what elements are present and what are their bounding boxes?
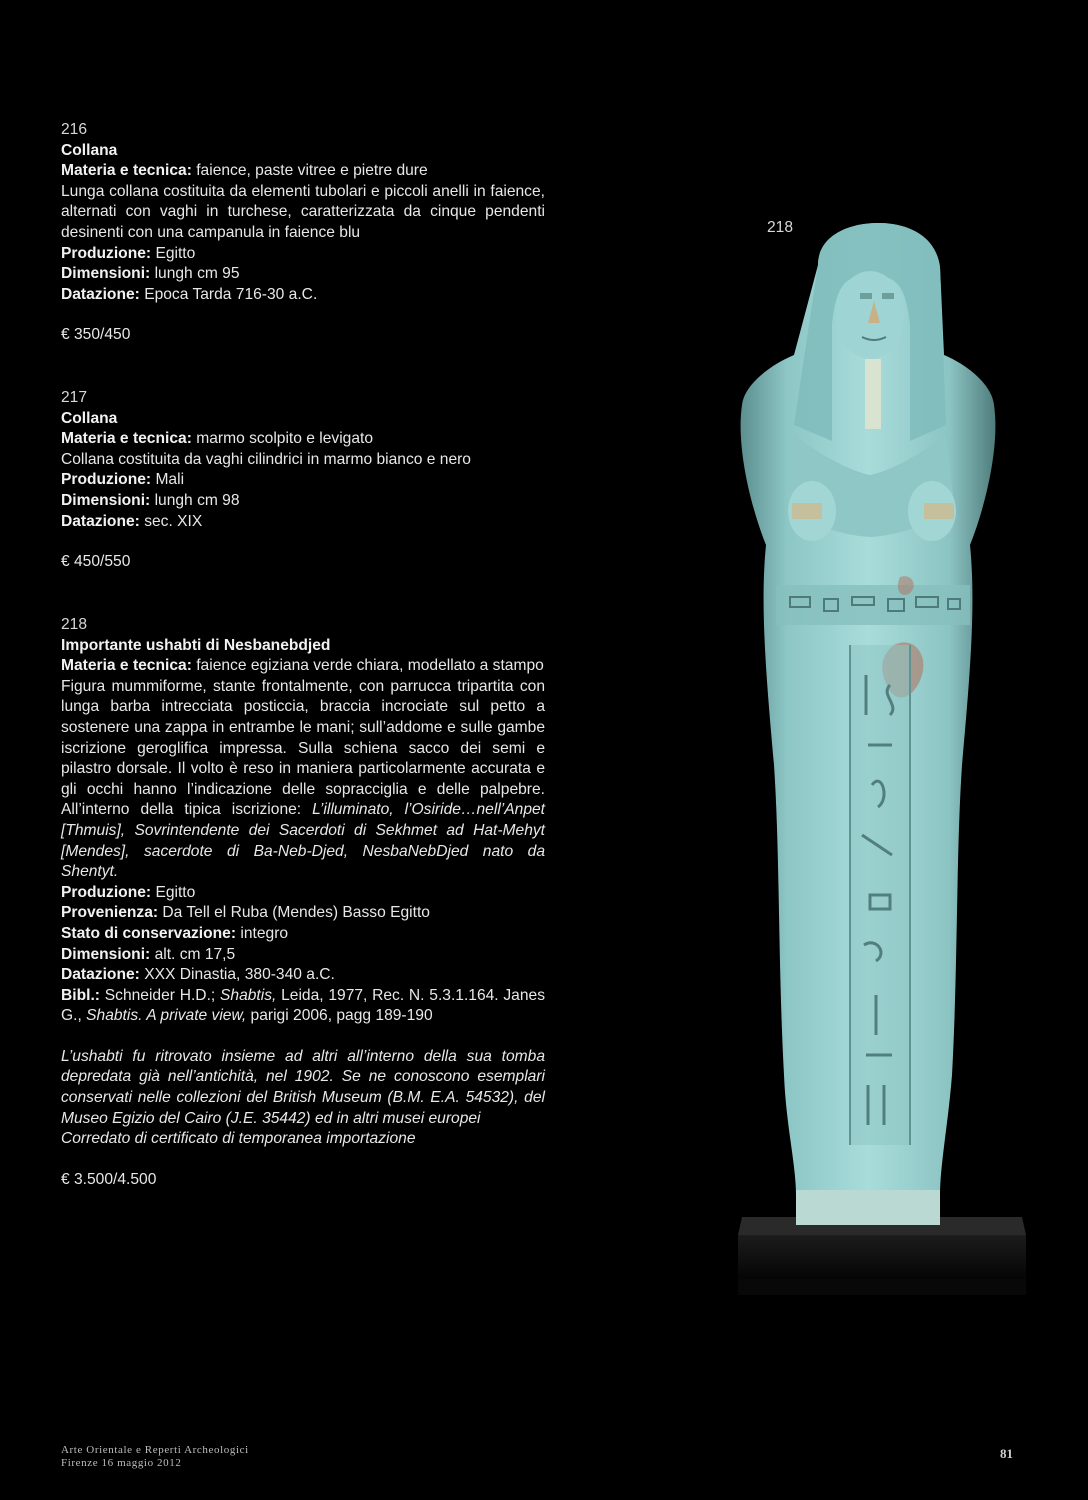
lot-estimate: € 3.500/4.500 bbox=[61, 1170, 157, 1188]
lot-note: L’ushabti fu ritrovato insieme ad altri all’interno della sua tomba depredata già nell’antichità, nel 1902. Se ne conoscono esemplari conservati nelle collezioni del British Museum (B.M. E.A. 54532), del Museo Egizio del Cairo (J.E. 35442) ed in altri musei europei bbox=[61, 1047, 545, 1127]
lot-dimensions: Dimensioni: alt. cm 17,5 bbox=[61, 945, 236, 963]
lot-description: Lunga collana costituita da elementi tubolari e piccoli anelli in faience, alternati con vaghi in turchese, caratterizzata da cinque pendenti desinenti con una campanula in faience blu bbox=[61, 182, 545, 241]
inscription-band bbox=[776, 585, 970, 625]
dimensions-value: alt. cm 17,5 bbox=[154, 945, 236, 963]
dating-value: sec. XIX bbox=[144, 512, 203, 530]
lot-dating: Datazione: sec. XIX bbox=[61, 512, 203, 530]
lot-dating: Datazione: XXX Dinastia, 380-340 a.C. bbox=[61, 966, 335, 984]
ushabti-feet bbox=[796, 1190, 940, 1225]
condition-label: Stato di conservazione bbox=[61, 924, 231, 942]
ushabti-figure-image bbox=[700, 205, 1060, 1295]
dating-label: Datazione bbox=[61, 966, 135, 984]
lot-216 bbox=[61, 120, 545, 346]
lot-provenance: Provenienza: Da Tell el Ruba (Mendes) Basso Egitto bbox=[61, 904, 430, 922]
lot-title: Collana bbox=[61, 409, 118, 427]
display-base bbox=[738, 1217, 1026, 1295]
dimensions-value: lungh cm 95 bbox=[154, 265, 240, 283]
production-label: Produzione bbox=[61, 471, 146, 489]
lot-description: Collana costituita da vaghi cilindrici in marmo bianco e nero bbox=[61, 450, 471, 468]
lot-material: Materia e tecnica: marmo scolpito e levigato bbox=[61, 430, 374, 448]
dimensions-value: lungh cm 98 bbox=[154, 491, 240, 509]
lot-dimensions: Dimensioni: lungh cm 98 bbox=[61, 491, 240, 509]
lot-certificate: Corredato di certificato di temporanea importazione bbox=[61, 1130, 416, 1148]
dating-label: Datazione bbox=[61, 285, 135, 303]
catalogue-date: Firenze 16 maggio 2012 bbox=[61, 1457, 182, 1469]
lot-217 bbox=[61, 388, 545, 573]
lot-number: 217 bbox=[61, 389, 88, 406]
dating-label: Datazione bbox=[61, 512, 135, 530]
production-label: Produzione bbox=[61, 244, 146, 262]
catalogue-title: Arte Orientale e Reperti Archeologici bbox=[61, 1444, 249, 1456]
material-value: marmo scolpito e levigato bbox=[196, 430, 374, 448]
condition-value: integro bbox=[240, 924, 289, 942]
lot-218 bbox=[61, 615, 545, 1190]
production-value: Egitto bbox=[155, 244, 196, 262]
bibl-author-2: Leida, 1977, Rec. N. 5.3.1.164. Janes G., bbox=[61, 986, 545, 1025]
provenance-label: Provenienza bbox=[61, 904, 153, 922]
catalogue-footer bbox=[61, 1444, 249, 1470]
lot-title: Importante ushabti di Nesbanebdjed bbox=[61, 636, 331, 654]
description-text: Figura mummiforme, stante frontalmente, con parrucca tripartita con lunga barba intrecciata posticcia, braccia incrociate sul petto a sostenere una zappa in entrambe le mani; sull’addome e sulle gambe iscrizione geroglifica impressa. Sulla schiena sacco dei semi e pilastro dorsale. Il volto è reso in maniera particolarmente accurata e gli occhi hanno l’indicazione delle sopracciglia e delle palpebre. All’interno della tipica iscrizione: bbox=[61, 677, 545, 819]
material-label: Materia e tecnica bbox=[61, 162, 187, 180]
material-label: Materia e tecnica bbox=[61, 657, 187, 675]
production-value: Egitto bbox=[155, 883, 196, 901]
photo-lot-number: 218 bbox=[767, 219, 794, 236]
inscription-column bbox=[850, 645, 910, 1145]
lot-production: Produzione: Mali bbox=[61, 471, 185, 489]
lot-number: 218 bbox=[61, 616, 88, 633]
lot-material: Materia e tecnica: faience, paste vitree e pietre dure bbox=[61, 162, 428, 180]
lot-material: Materia e tecnica: faience egiziana verde chiara, modellato a stampo bbox=[61, 657, 544, 675]
lot-dimensions: Dimensioni: lungh cm 95 bbox=[61, 265, 240, 283]
production-value: Mali bbox=[155, 471, 185, 489]
provenance-value: Da Tell el Ruba (Mendes) Basso Egitto bbox=[162, 904, 430, 922]
bibl-author-1: Schneider H.D.; bbox=[104, 986, 216, 1004]
dimensions-label: Dimensioni bbox=[61, 491, 146, 509]
page-number: 81 bbox=[1000, 1446, 1013, 1461]
dating-value: Epoca Tarda 716-30 a.C. bbox=[144, 285, 318, 303]
bibl-title-2: Shabtis. A private view, bbox=[86, 1007, 247, 1025]
bibl-rest: parigi 2006, pagg 189-190 bbox=[250, 1007, 433, 1025]
material-value: faience, paste vitree e pietre dure bbox=[196, 162, 428, 180]
dimensions-label: Dimensioni bbox=[61, 265, 146, 283]
lot-description bbox=[61, 677, 545, 883]
inscription-text: L’illuminato, l’Osiride…nell’Anpet [Thmuis], Sovrintendente dei Sacerdoti di Sekhmet ad Hat-Mehyt [Mendes], sacerdote di Ba-Neb-Djed, NesbaNebDjed nato da Shentyt. bbox=[61, 801, 545, 881]
material-label: Materia e tecnica bbox=[61, 430, 187, 448]
material-value: faience egiziana verde chiara, modellato a stampo bbox=[196, 657, 544, 675]
dating-value: XXX Dinastia, 380-340 a.C. bbox=[144, 966, 335, 984]
lot-production: Produzione: Egitto bbox=[61, 883, 196, 901]
lot-estimate: € 350/450 bbox=[61, 326, 131, 344]
lot-title: Collana bbox=[61, 141, 118, 159]
production-label: Produzione bbox=[61, 883, 146, 901]
bibl-title-1: Shabtis, bbox=[220, 986, 277, 1004]
lot-bibliography: Bibl.: Schneider H.D.; Shabtis, Leida, 1977, Rec. N. 5.3.1.164. Janes G., Shabtis. A private view, parigi 2006, pagg 189-190 bbox=[61, 986, 545, 1025]
dimensions-label: Dimensioni bbox=[61, 945, 146, 963]
lot-number: 216 bbox=[61, 121, 88, 138]
bibl-label: Bibl. bbox=[61, 986, 95, 1004]
lot-condition: Stato di conservazione: integro bbox=[61, 924, 289, 942]
lot-dating: Datazione: Epoca Tarda 716-30 a.C. bbox=[61, 285, 318, 303]
lot-production: Produzione: Egitto bbox=[61, 244, 196, 262]
lot-estimate: € 450/550 bbox=[61, 553, 131, 571]
